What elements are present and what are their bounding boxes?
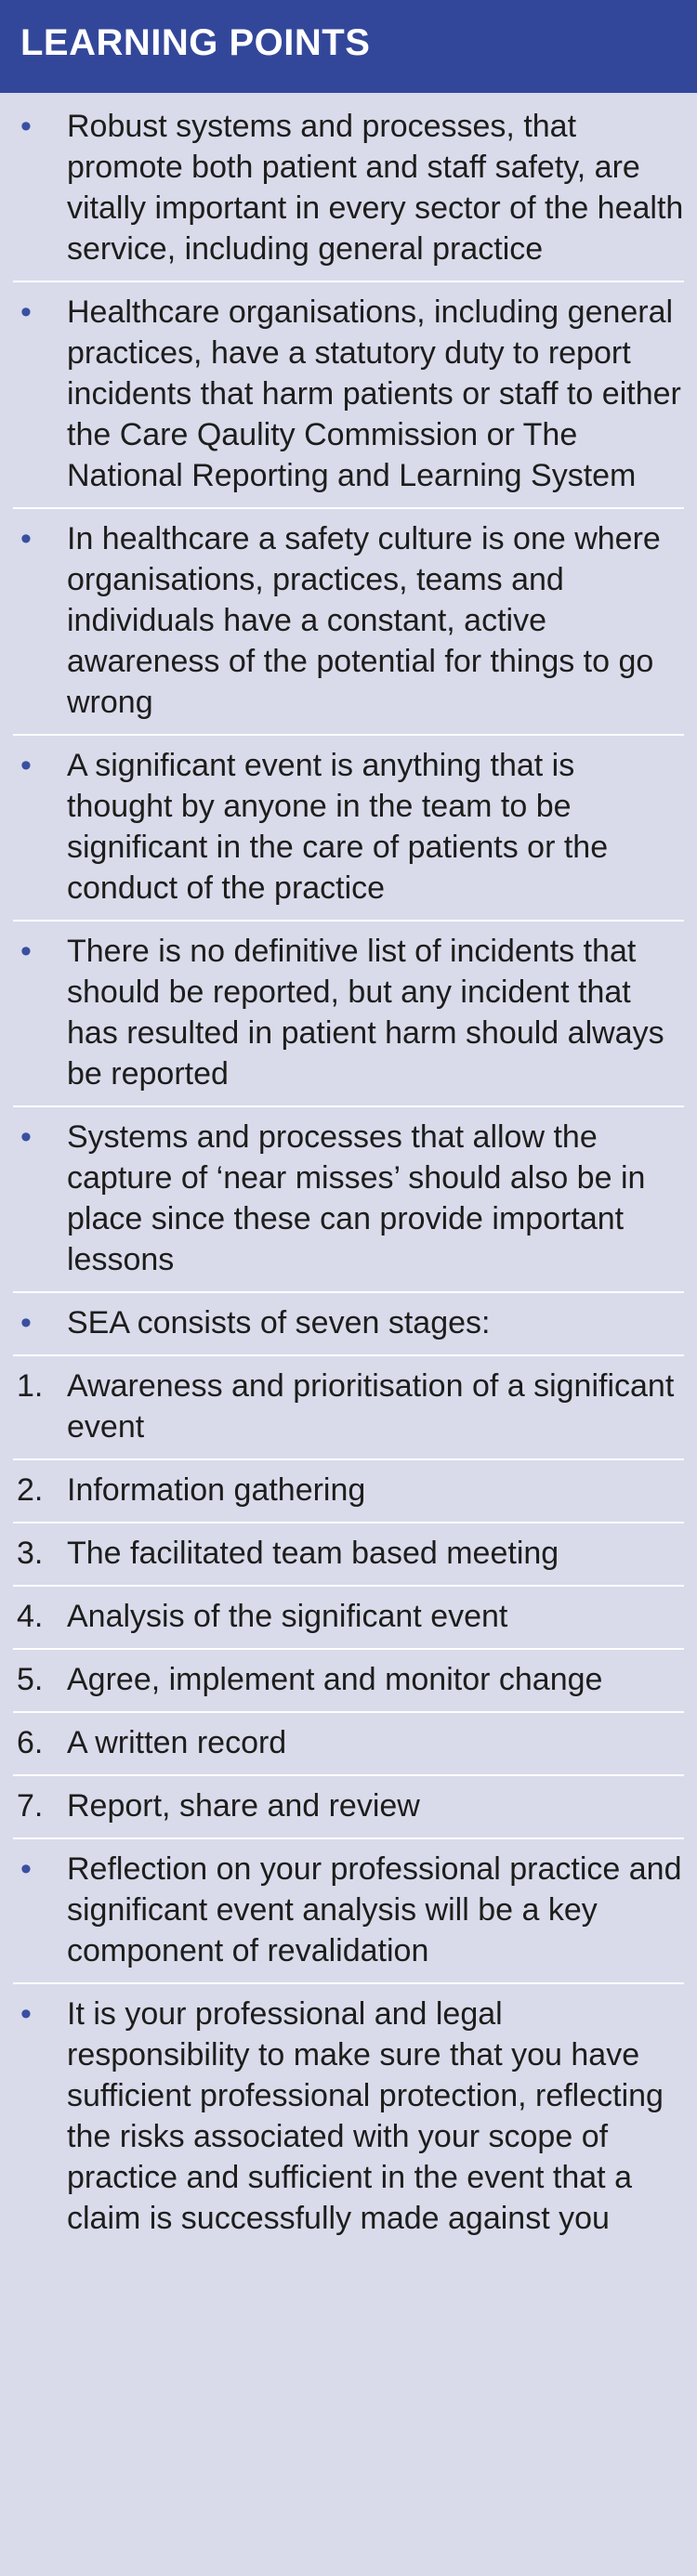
bullet-icon: • [20,1119,32,1155]
panel-header [0,0,697,93]
list-item-text: Reflection on your professional practice and significant event analysis will be a key component of revalidation [67,1851,682,1968]
bullet-list-item [13,1107,684,1293]
numbered-list-item [13,1523,684,1587]
bullet-list-item [13,736,684,922]
list-item-text: Agree, implement and monitor change [67,1662,603,1697]
list-item-text: It is your professional and legal responsibility to make sure that you have sufficient professional protection, reflecting the risks associated with your scope of practice and sufficient in the event that a claim is successfully made against you [67,1996,664,2236]
list-number: 6. [17,1725,44,1760]
list-item-text: There is no definitive list of incidents that should be reported, but any incident that has resulted in patient harm should always be reported [67,934,664,1092]
list-item-text: Report, share and review [67,1788,420,1824]
panel-title: LEARNING POINTS [20,22,371,63]
list-item-text: Analysis of the significant event [67,1599,508,1634]
bullet-list-item [13,1293,684,1356]
bullet-icon: • [20,1851,32,1887]
numbered-list-item [13,1356,684,1460]
numbered-list-item [13,1460,684,1523]
list-number: 3. [17,1536,44,1571]
list-item-text: Robust systems and processes, that promote both patient and staff safety, are vitally important in every sector of the health service, including general practice [67,109,684,267]
numbered-list-item [13,1713,684,1776]
list-number: 1. [17,1368,44,1404]
list-number: 2. [17,1472,44,1508]
bullet-icon: • [20,1305,32,1340]
numbered-list-item [13,1650,684,1713]
list-item-text: The facilitated team based meeting [67,1536,559,1571]
numbered-list-item [13,1776,684,1839]
bullet-list-item [13,922,684,1107]
bullet-icon: • [20,521,32,556]
list-item-text: In healthcare a safety culture is one where organisations, practices, teams and individuals have a constant, active awareness of the potential for things to go wrong [67,521,661,720]
list-item-text: A written record [67,1725,287,1760]
bullet-list-item [13,509,684,736]
list-item-text: Information gathering [67,1472,366,1508]
bullet-list-item [13,282,684,509]
list-number: 7. [17,1788,44,1824]
list-item-text: Awareness and prioritisation of a significant event [67,1368,675,1445]
list-number: 5. [17,1662,44,1697]
bullet-icon: • [20,934,32,969]
bullet-icon: • [20,1996,32,2032]
list-item-text: Healthcare organisations, including general practices, have a statutory duty to report incidents that harm patients or staff to either the Care Qaulity Commission or The National Reporting and Learning System [67,294,681,493]
learning-points-list [0,93,697,2250]
bullet-icon: • [20,109,32,144]
list-item-text: SEA consists of seven stages: [67,1305,491,1340]
bullet-list-item [13,97,684,282]
list-item-text: Systems and processes that allow the capture of ‘near misses’ should also be in place since these can provide important lessons [67,1119,646,1277]
bullet-icon: • [20,748,32,783]
list-item-text: A significant event is anything that is thought by anyone in the team to be significant in the care of patients or the conduct of the practice [67,748,609,906]
numbered-list-item [13,1587,684,1650]
bullet-icon: • [20,294,32,330]
bullet-list-item [13,1839,684,1984]
bullet-list-item [13,1984,684,2250]
list-number: 4. [17,1599,44,1634]
